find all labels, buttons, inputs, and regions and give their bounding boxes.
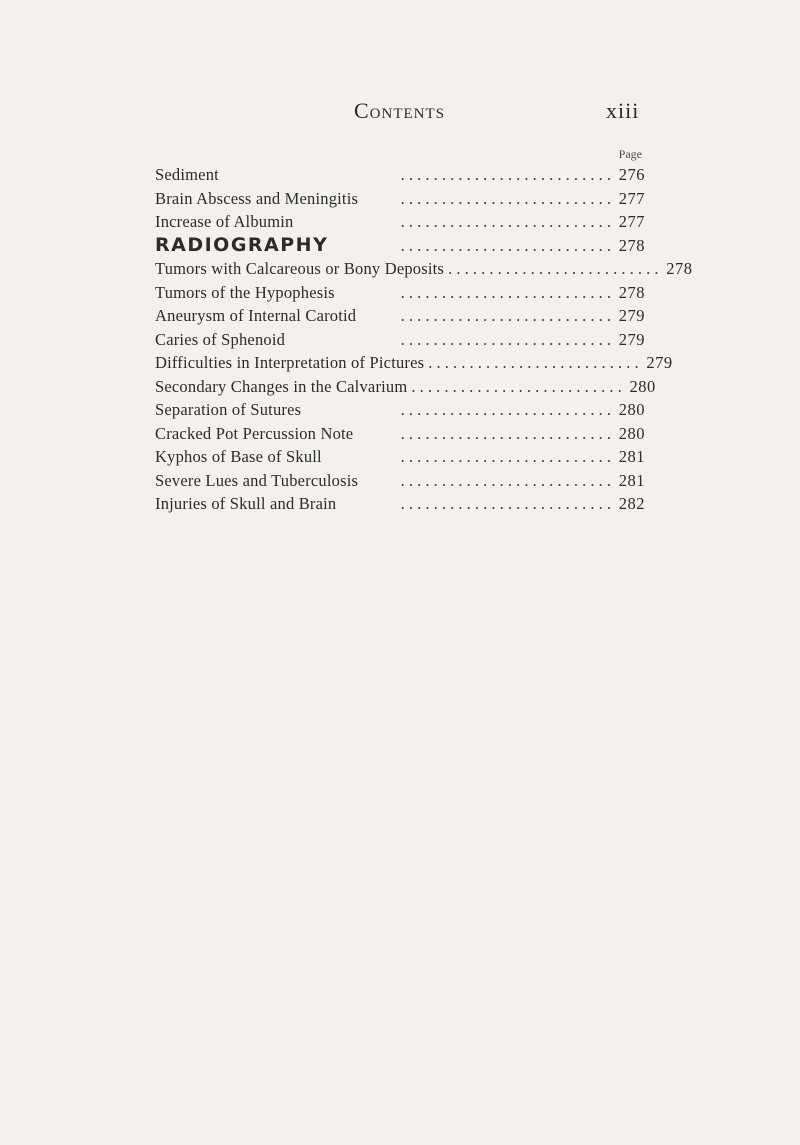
toc-entry-title: Brain Abscess and Meningitis <box>155 188 359 208</box>
dot-leader: . . . . . . . . . . . . . . . . . . . . . . . . . . <box>400 447 611 466</box>
dot-leader: . . . . . . . . . . . . . . . . . . . . . . . . . . <box>411 376 622 396</box>
toc-entry-page: 277 <box>618 212 645 231</box>
dot-leader: . . . . . . . . . . . . . . . . . . . . . . . . . . <box>400 165 611 184</box>
toc-entry-title: Injuries of Skull and Brain <box>155 494 337 513</box>
toc-entry <box>155 210 645 234</box>
toc-entry <box>155 187 645 211</box>
toc-entry-page: 279 <box>646 353 673 372</box>
toc-entry-title: Difficulties in Interpretation of Pictures <box>155 353 425 372</box>
dot-leader: . . . . . . . . . . . . . . . . . . . . . . . . . . <box>400 423 611 443</box>
toc-entry-title: Severe Lues and Tuberculosis <box>155 470 359 490</box>
toc-entry-page: 276 <box>618 165 645 184</box>
running-head-page-number: xiii <box>606 98 640 123</box>
dot-leader: . . . . . . . . . . . . . . . . . . . . . . . . . . <box>400 212 611 231</box>
dot-leader: . . . . . . . . . . . . . . . . . . . . . . . . . . <box>448 259 659 278</box>
toc-section-heading <box>155 234 645 258</box>
toc-entry-page: 282 <box>618 494 645 513</box>
toc-entry-title: Sediment <box>155 165 219 184</box>
dot-leader: . . . . . . . . . . . . . . . . . . . . . . . . . . <box>400 235 611 255</box>
toc-entry-title: Secondary Changes in the Calvarium <box>155 376 408 396</box>
toc-entry <box>155 351 673 375</box>
dot-leader: . . . . . . . . . . . . . . . . . . . . . . . . . . <box>428 353 639 372</box>
page-column-label: Page <box>618 147 642 161</box>
toc-entry <box>155 281 645 305</box>
toc-entry <box>155 422 645 446</box>
toc-entry-title: Aneurysm of Internal Carotid <box>155 306 357 325</box>
toc-entry-title: Tumors of the Hypophesis <box>155 282 335 302</box>
toc-section-title: RADIOGRAPHY <box>155 233 329 256</box>
dot-leader: . . . . . . . . . . . . . . . . . . . . . . . . . . <box>400 306 611 325</box>
toc-entry-title: Cracked Pot Percussion Note <box>155 423 354 443</box>
dot-leader: . . . . . . . . . . . . . . . . . . . . . . . . . . <box>400 470 611 490</box>
toc-entry-page: 279 <box>618 306 645 325</box>
dot-leader: . . . . . . . . . . . . . . . . . . . . . . . . . . <box>400 188 611 208</box>
toc-entry-title: Tumors with Calcareous or Bony Deposits <box>155 259 445 278</box>
toc-entry <box>155 469 645 493</box>
toc-entry <box>155 304 645 328</box>
dot-leader: . . . . . . . . . . . . . . . . . . . . . . . . . . <box>400 494 611 513</box>
toc-entry-page: 278 <box>618 235 645 255</box>
toc-entry <box>155 375 656 399</box>
toc-entry-page: 277 <box>618 188 645 208</box>
table-of-contents <box>155 163 693 516</box>
toc-entry <box>155 445 645 469</box>
toc-entry <box>155 163 645 187</box>
toc-entry <box>155 398 645 422</box>
toc-entry-page: 278 <box>666 259 693 278</box>
dot-leader: . . . . . . . . . . . . . . . . . . . . . . . . . . <box>400 400 611 419</box>
toc-entry-title: Caries of Sphenoid <box>155 329 286 349</box>
toc-entry-page: 280 <box>618 400 645 419</box>
running-head <box>0 98 800 128</box>
dot-leader: . . . . . . . . . . . . . . . . . . . . . . . . . . <box>400 282 611 302</box>
toc-entry-page: 280 <box>618 423 645 443</box>
toc-entry-title: Separation of Sutures <box>155 400 302 419</box>
toc-entry-page: 281 <box>618 470 645 490</box>
toc-entry-title: Kyphos of Base of Skull <box>155 447 322 466</box>
toc-entry-page: 278 <box>618 282 645 302</box>
toc-entry <box>155 492 645 516</box>
toc-entry-page: 280 <box>629 376 656 396</box>
toc-entry-title: Increase of Albumin <box>155 212 294 231</box>
toc-entry-page: 281 <box>618 447 645 466</box>
toc-entry <box>155 328 645 352</box>
toc-entry-page: 279 <box>618 329 645 349</box>
running-head-title: Contents <box>354 98 446 123</box>
dot-leader: . . . . . . . . . . . . . . . . . . . . . . . . . . <box>400 329 611 349</box>
toc-entry <box>155 257 693 281</box>
